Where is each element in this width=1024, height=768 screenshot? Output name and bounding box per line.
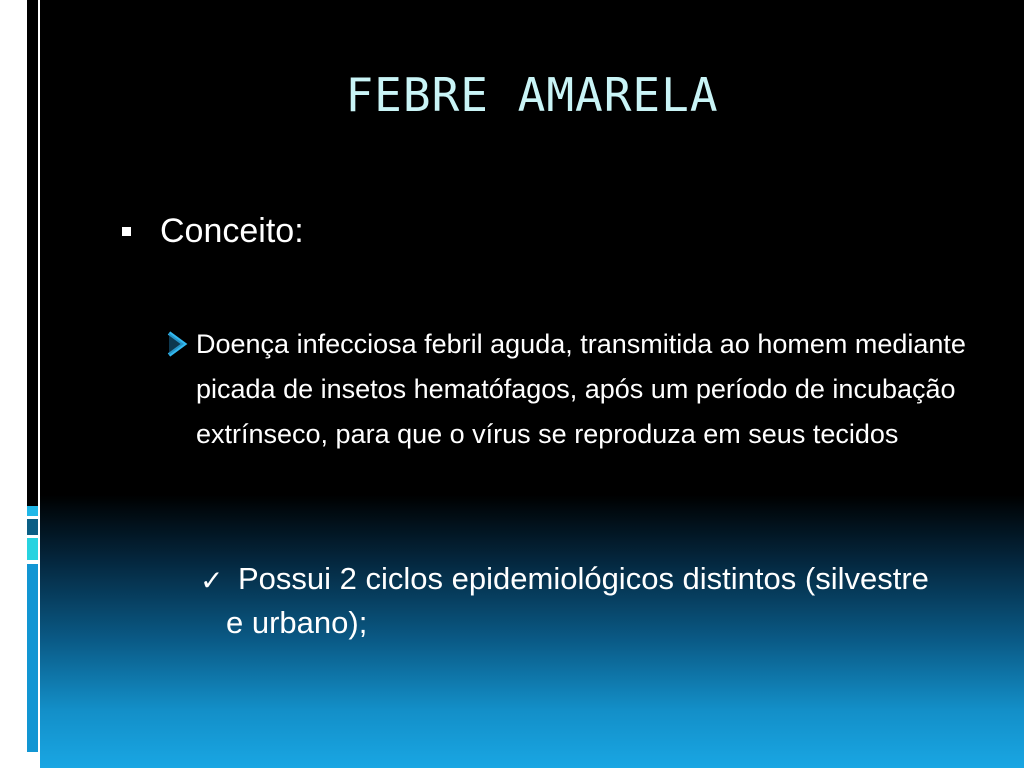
left-decorative-strip — [0, 0, 40, 768]
strip-bar-mid — [27, 519, 38, 535]
strip-bar-bottom — [27, 564, 38, 752]
slide-title: FEBRE AMARELA — [345, 68, 719, 122]
checkmark-icon: ✓ — [200, 564, 224, 597]
strip-bar-mid — [27, 538, 38, 560]
check-bullet-cycles — [200, 557, 946, 645]
square-bullet-icon — [122, 227, 131, 236]
definition-text: Doença infecciosa febril aguda, transmitida ao homem mediante picada de insetos hematófagos, após um período de incubação extrínseco, para que o vírus se reproduza em seus tecidos — [196, 329, 966, 449]
sub-bullet-definition — [196, 322, 966, 457]
strip-bar-top — [27, 0, 38, 506]
cycles-text: Possui 2 ciclos epidemiológicos distintos (silvestre e urbano); — [226, 561, 929, 640]
bullet-label: Conceito: — [160, 212, 304, 250]
arrow-bullet-icon — [166, 330, 188, 358]
strip-bar-mid — [27, 506, 38, 516]
